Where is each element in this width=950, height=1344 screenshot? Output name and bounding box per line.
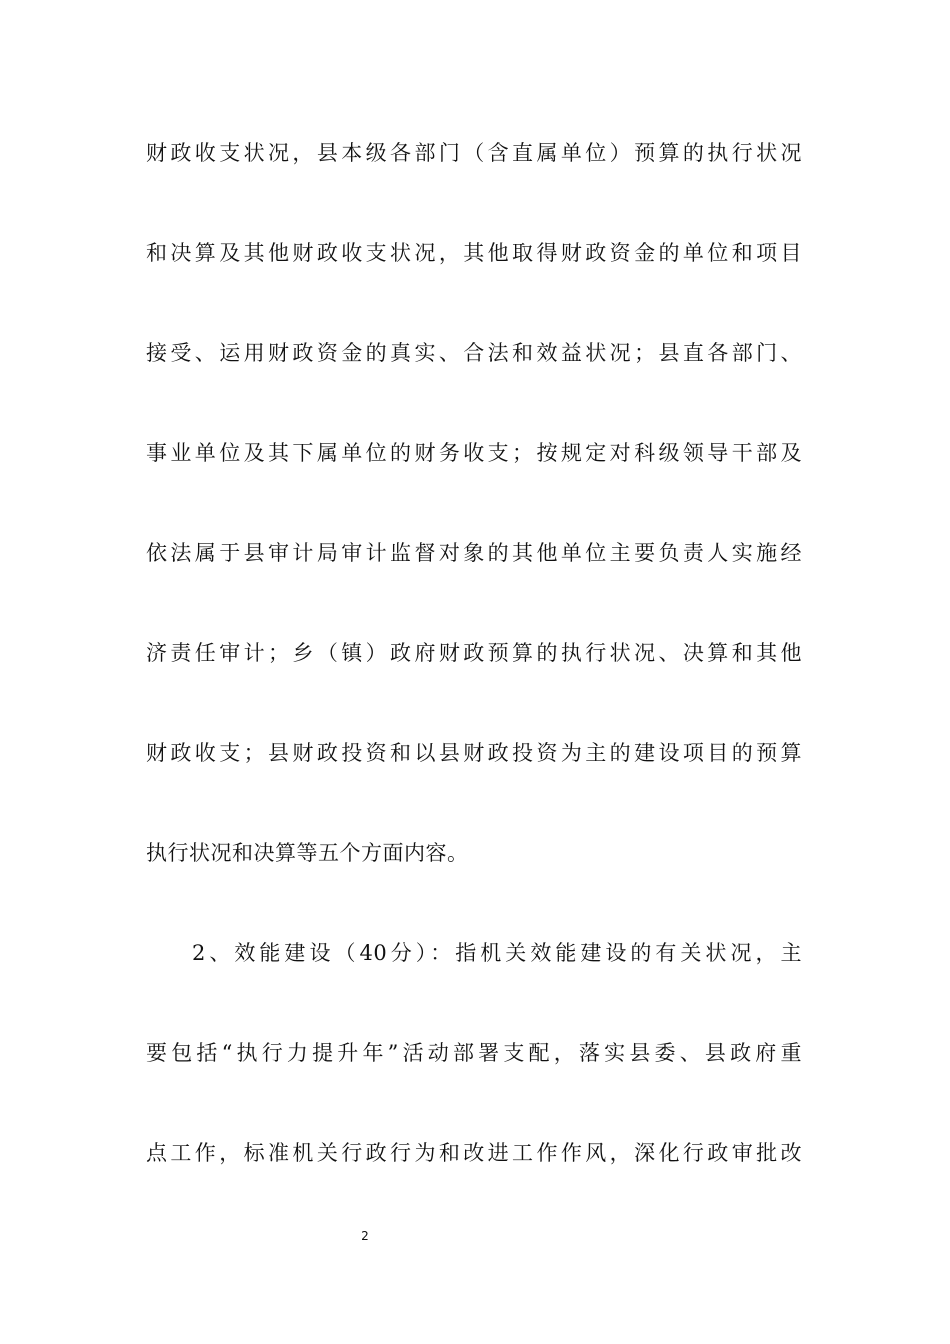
paragraph-line-8: 执行状况和决算等五个方面内容。 xyxy=(146,841,469,865)
paragraph-line-6: 济责任审计；乡（镇）政府财政预算的执行状况、决算和其他 xyxy=(146,641,802,665)
paragraph-line-2: 和决算及其他财政收支状况，其他取得财政资金的单位和项目 xyxy=(146,241,802,265)
paragraph-line-10: 要包括“执行力提升年”活动部署支配，落实县委、县政府重 xyxy=(146,1041,802,1065)
paragraph-line-7: 财政收支；县财政投资和以县财政投资为主的建设项目的预算 xyxy=(146,741,802,765)
paragraph-line-3: 接受、运用财政资金的真实、合法和效益状况；县直各部门、 xyxy=(146,341,802,365)
section-heading-line: 2、效能建设（40分）：指机关效能建设的有关状况，主 xyxy=(192,941,802,965)
page-number: 2 xyxy=(361,1229,369,1243)
paragraph-line-1: 财政收支状况，县本级各部门（含直属单位）预算的执行状况 xyxy=(146,141,802,165)
paragraph-line-11: 点工作，标准机关行政行为和改进工作作风，深化行政审批改 xyxy=(146,1141,802,1165)
paragraph-line-4: 事业单位及其下属单位的财务收支；按规定对科级领导干部及 xyxy=(146,441,802,465)
paragraph-line-5: 依法属于县审计局审计监督对象的其他单位主要负责人实施经 xyxy=(146,541,802,565)
